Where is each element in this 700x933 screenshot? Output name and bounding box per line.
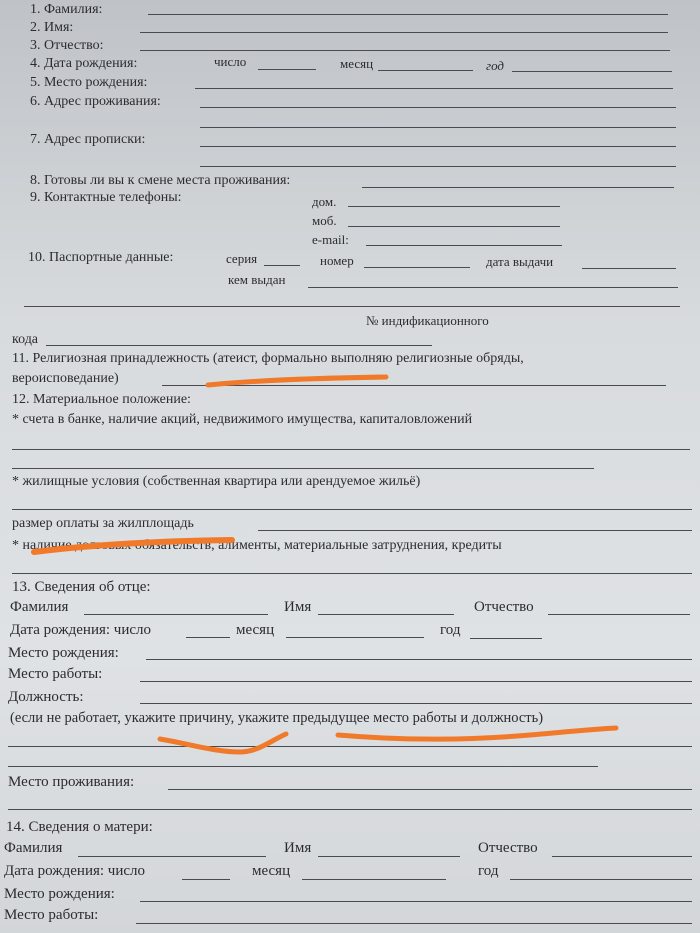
field-mother-surname-label: Фамилия xyxy=(4,840,63,856)
field-religion-label: 11. Религиозная принадлежность (атеист, формально выполняю религиозные обряды, xyxy=(12,351,524,366)
field-father-position-line[interactable] xyxy=(140,703,692,704)
field-religion-line[interactable] xyxy=(162,385,666,386)
section-financial-title: 12. Материальное положение: xyxy=(12,392,191,407)
highlight-prev-job-mark xyxy=(338,728,616,739)
field-mother-dob-day-line[interactable] xyxy=(182,879,230,880)
field-dob-year-line[interactable] xyxy=(512,71,672,72)
field-mother-birthplace-label: Место рождения: xyxy=(4,886,115,902)
field-mother-year-line[interactable] xyxy=(510,879,692,880)
field-father-year-label: год xyxy=(440,622,461,638)
field-phone-home-label: дом. xyxy=(312,194,337,209)
field-financial-assets-label: * счета в банке, наличие акций, недвижимого имущества, капиталовложений xyxy=(12,412,473,427)
field-mother-birthplace-line[interactable] xyxy=(140,901,692,902)
field-address-line-2[interactable] xyxy=(200,127,676,128)
field-father-name-line[interactable] xyxy=(318,614,454,615)
field-father-note-line-1[interactable] xyxy=(8,746,692,747)
field-father-position-label: Должность: xyxy=(8,689,84,705)
field-mother-work-line[interactable] xyxy=(136,923,692,924)
field-passport-issue-date-label: дата выдачи xyxy=(486,254,554,269)
field-name-label: 2. Имя: xyxy=(30,20,74,35)
highlight-reason-mark xyxy=(160,734,286,752)
field-passport-issued-by-line[interactable] xyxy=(308,287,678,288)
field-idcode-label-2: кода xyxy=(12,332,39,347)
field-father-residence-line[interactable] xyxy=(168,789,692,790)
field-religion-label-2: вероисповедание) xyxy=(12,371,119,386)
field-mother-month-label: месяц xyxy=(252,863,291,879)
field-passport-number-line[interactable] xyxy=(364,267,470,268)
field-rent-line[interactable] xyxy=(258,530,692,531)
field-passport-extra-line[interactable] xyxy=(24,306,680,307)
field-phone-mob-label: моб. xyxy=(312,213,337,228)
field-registration-line-1[interactable] xyxy=(200,146,676,147)
field-birthplace-line[interactable] xyxy=(195,88,673,89)
field-address-line-1[interactable] xyxy=(200,107,676,108)
field-father-patronymic-label: Отчество xyxy=(474,599,534,615)
field-dob-month-line[interactable] xyxy=(378,70,473,71)
field-debts-line[interactable] xyxy=(12,573,692,574)
field-father-residence-label: Место проживания: xyxy=(8,774,135,790)
highlight-religion-mark xyxy=(208,377,386,385)
field-relocate-line[interactable] xyxy=(362,187,674,188)
field-phone-home-line[interactable] xyxy=(348,206,560,207)
field-father-work-label: Место работы: xyxy=(8,666,103,682)
field-debts-label: * наличие долговых обязательств, алименты, материальные затруднения, кредиты xyxy=(12,538,502,553)
field-dob-label: 4. Дата рождения: xyxy=(30,56,138,71)
field-father-name-label: Имя xyxy=(284,599,312,615)
field-father-residence-line-2[interactable] xyxy=(8,809,692,810)
field-rent-label: размер оплаты за жилплощадь xyxy=(12,516,194,531)
field-idcode-label: № индификационного xyxy=(366,313,489,328)
field-mother-patronymic-label: Отчество xyxy=(478,840,538,856)
field-idcode-line[interactable] xyxy=(46,345,432,346)
field-father-surname-label: Фамилия xyxy=(10,599,69,615)
field-mother-patronymic-line[interactable] xyxy=(552,856,692,857)
field-father-work-line[interactable] xyxy=(140,681,692,682)
field-passport-issue-date-line[interactable] xyxy=(582,268,676,269)
field-mother-work-label: Место работы: xyxy=(4,907,99,923)
field-passport-number-label: номер xyxy=(320,253,354,268)
field-email-line[interactable] xyxy=(366,245,562,246)
field-mother-year-label: год xyxy=(478,863,499,879)
section-mother-title: 14. Сведения о матери: xyxy=(6,819,153,835)
field-patronymic-line[interactable] xyxy=(140,50,670,51)
field-father-dob-day-line[interactable] xyxy=(186,637,230,638)
field-birthplace-label: 5. Место рождения: xyxy=(30,75,148,90)
field-registration-label: 7. Адрес прописки: xyxy=(30,132,146,147)
field-passport-series-line[interactable] xyxy=(264,265,300,266)
field-father-note: (если не работает, укажите причину, укажите предыдущее место работы и должность) xyxy=(10,710,544,726)
field-dob-day-line[interactable] xyxy=(258,69,316,70)
field-registration-line-2[interactable] xyxy=(200,166,676,167)
field-father-birthplace-line[interactable] xyxy=(146,659,692,660)
field-father-month-line[interactable] xyxy=(286,637,424,638)
field-housing-line[interactable] xyxy=(12,509,692,510)
field-passport-series-label: серия xyxy=(226,251,258,266)
field-dob-day-label: число xyxy=(214,54,247,69)
section-father-title: 13. Сведения об отце: xyxy=(12,579,151,595)
field-financial-assets-line-1[interactable] xyxy=(12,449,690,450)
field-patronymic-label: 3. Отчество: xyxy=(30,38,104,53)
field-passport-label: 10. Паспортные данные: xyxy=(28,250,174,265)
field-father-month-label: месяц xyxy=(236,622,275,638)
field-dob-year-label: год xyxy=(486,58,504,73)
field-phones-label: 9. Контактные телефоны: xyxy=(30,190,182,205)
field-phone-mob-line[interactable] xyxy=(348,226,560,227)
field-surname-line[interactable] xyxy=(148,14,668,15)
field-mother-name-label: Имя xyxy=(284,840,312,856)
field-mother-surname-line[interactable] xyxy=(78,856,266,857)
field-email-label: e-mail: xyxy=(312,232,349,247)
field-housing-label: * жилищные условия (собственная квартира или арендуемое жильё) xyxy=(12,474,421,489)
field-dob-month-label: месяц xyxy=(340,56,374,71)
field-relocate-label: 8. Готовы ли вы к смене места проживания: xyxy=(30,173,291,188)
field-surname-label: 1. Фамилия: xyxy=(30,2,103,17)
field-father-patronymic-line[interactable] xyxy=(548,614,690,615)
field-father-birthplace-label: Место рождения: xyxy=(8,645,119,661)
field-father-dob-label: Дата рождения: число xyxy=(10,622,152,638)
field-passport-issued-by-label: кем выдан xyxy=(228,272,286,287)
field-name-line[interactable] xyxy=(140,32,668,33)
field-address-label: 6. Адрес проживания: xyxy=(30,94,161,109)
field-father-year-line[interactable] xyxy=(470,638,542,639)
field-mother-month-line[interactable] xyxy=(302,879,446,880)
field-father-surname-line[interactable] xyxy=(84,614,268,615)
field-mother-name-line[interactable] xyxy=(318,856,460,857)
field-mother-dob-label: Дата рождения: число xyxy=(4,863,146,879)
field-father-note-line-2[interactable] xyxy=(8,766,598,767)
field-financial-assets-line-2[interactable] xyxy=(12,468,594,469)
